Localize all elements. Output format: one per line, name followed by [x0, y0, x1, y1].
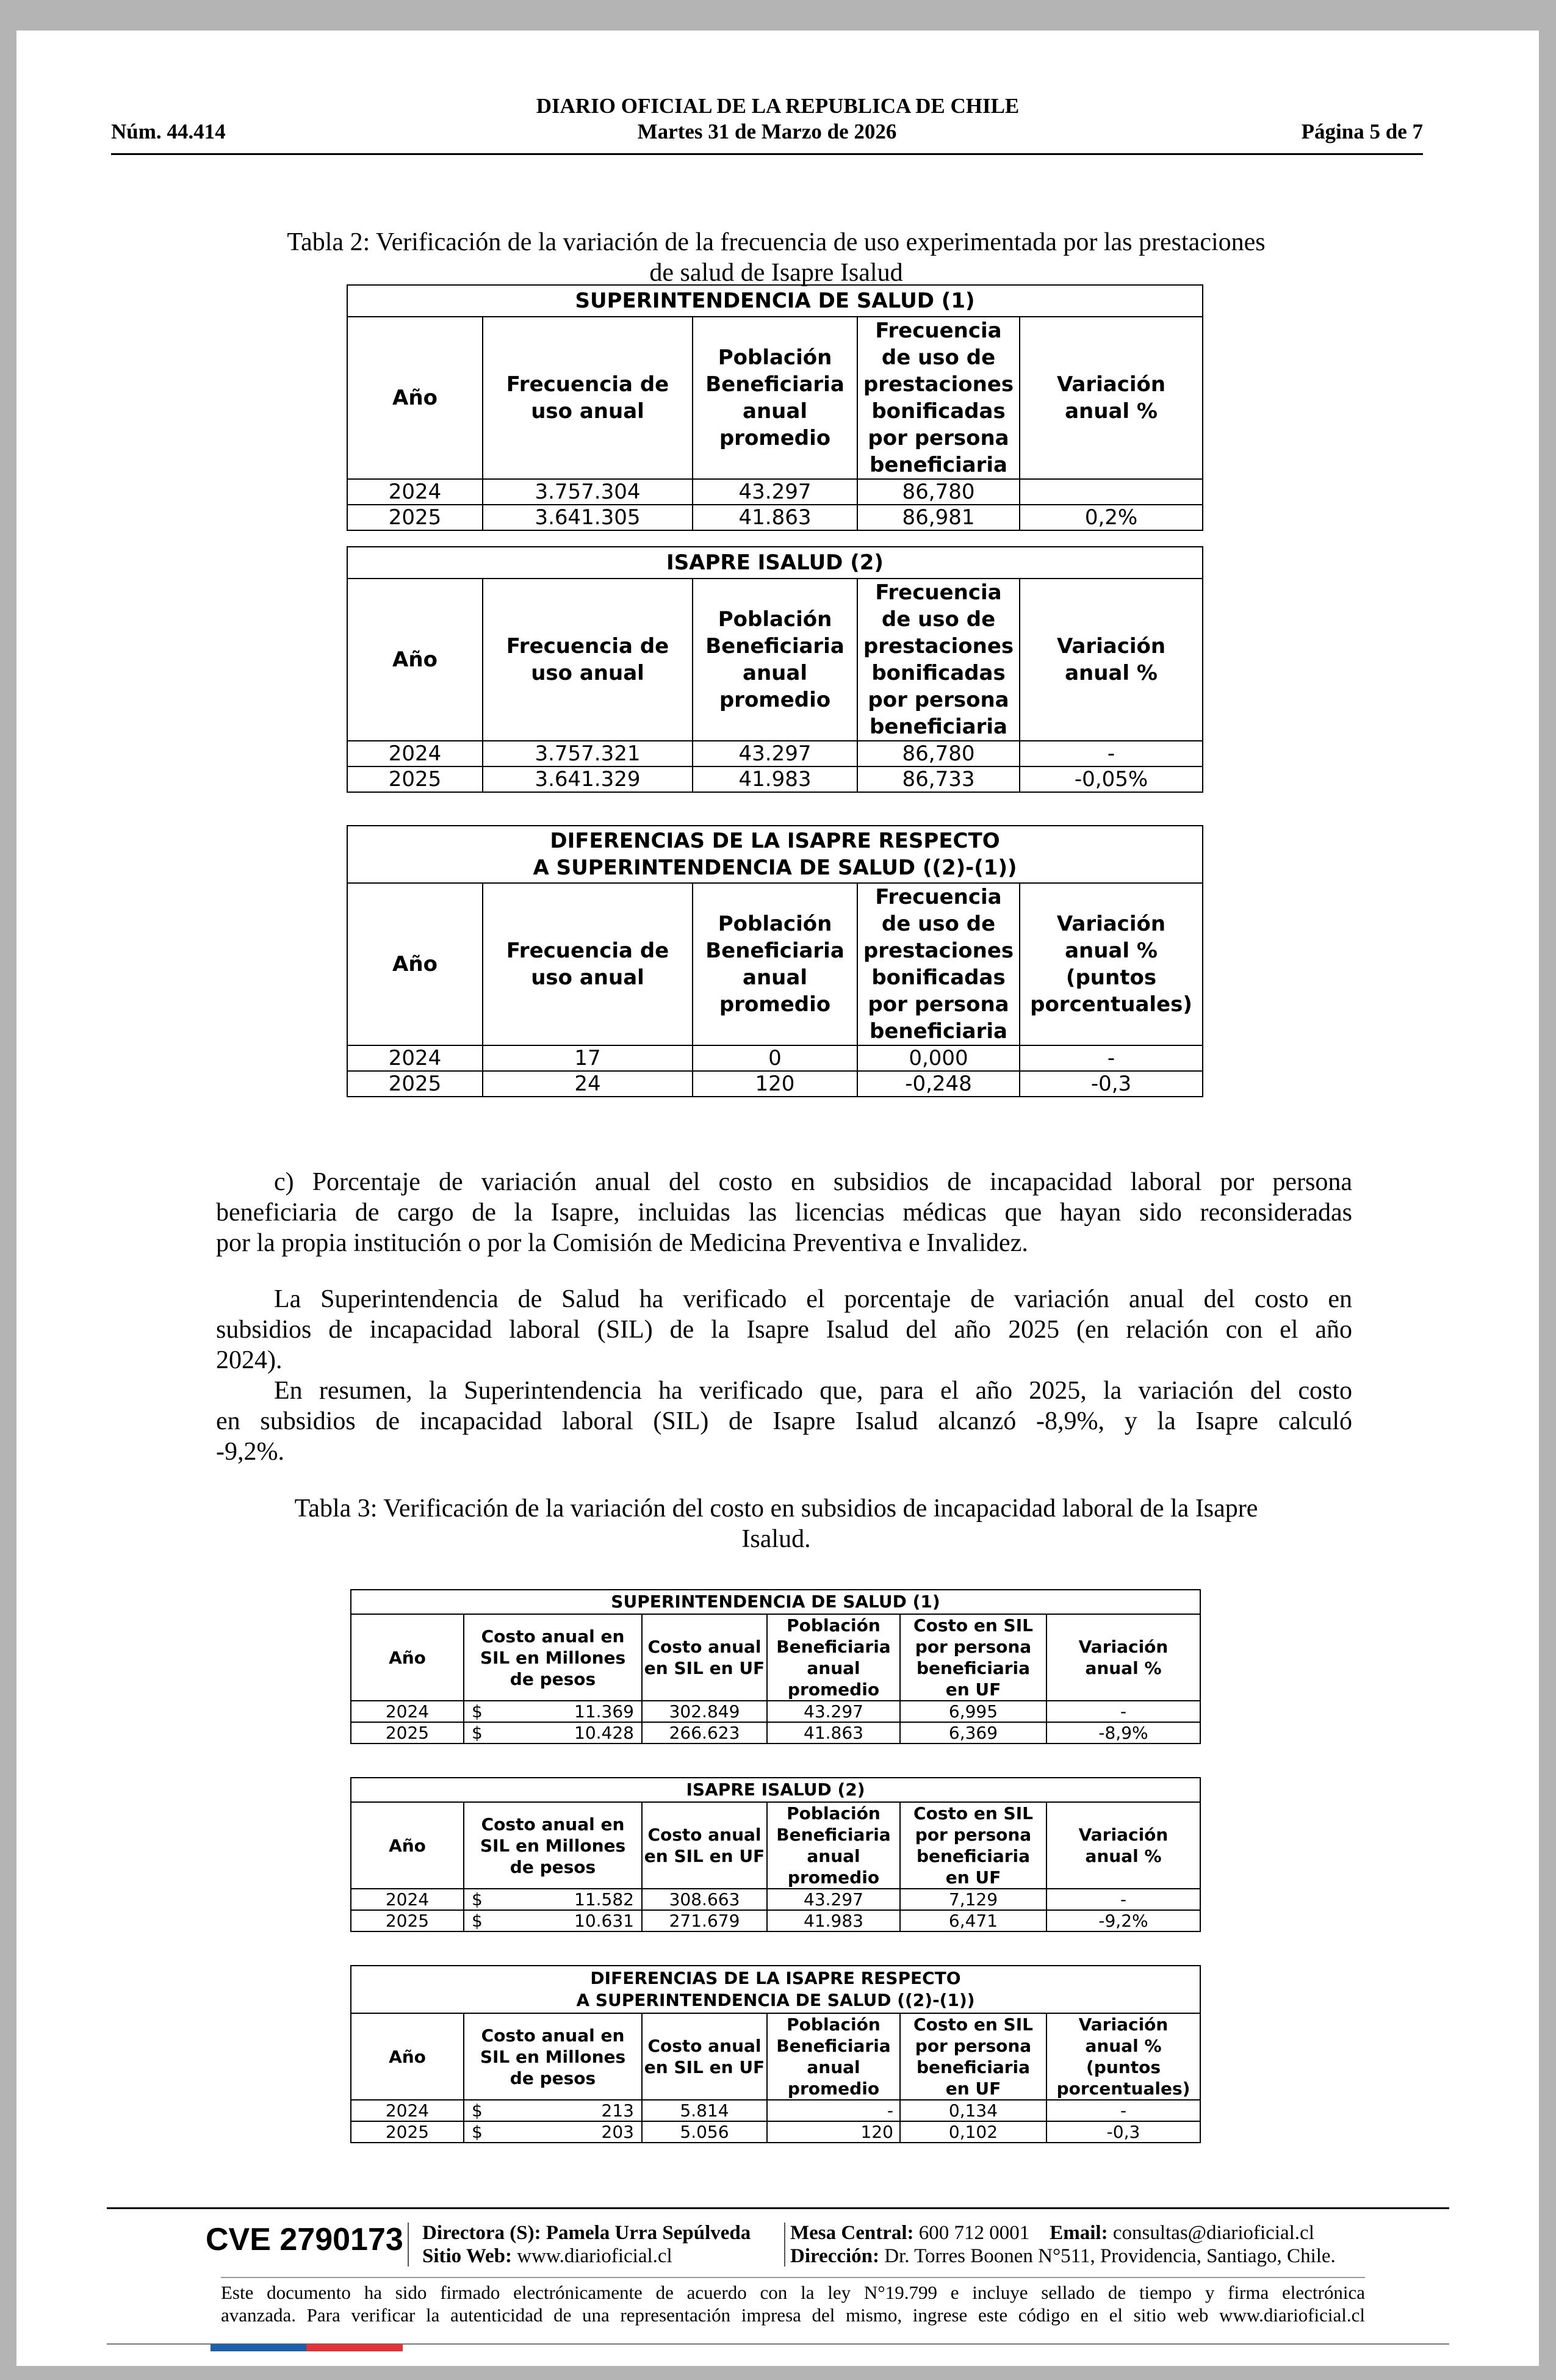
legal-line: avanzada. Para verificar la autenticidad de una representación impresa del mismo, ingrese este código en el sitio web www.diarioficial.cl [221, 2304, 1365, 2326]
para-line: en subsidios de incapacidad laboral (SIL) de Isapre Isalud alcanzó -8,9%, y la Isapre calculó [216, 1407, 1352, 1435]
table-header-row [347, 579, 1203, 741]
cell-variacion: -0,05% [1020, 766, 1203, 792]
legal-line: Este documento ha sido firmado electrónicamente de acuerdo con la ley N°19.799 e incluye sellado de tiempo y firma electrónica [221, 2282, 1365, 2303]
cell-variacion: 0,2% [1020, 505, 1203, 530]
table-row [347, 766, 1203, 792]
cell-costo-uf: 5.056 [642, 2121, 767, 2143]
cell-anio: 2025 [347, 505, 483, 530]
col-header-anio: Año [347, 317, 483, 479]
col-header-anio: Año [351, 2013, 464, 2100]
col-header-variacion-pp: Variación anual % (puntos porcentuales) [1020, 883, 1203, 1045]
table-row [347, 505, 1203, 530]
cell-anio: 2025 [347, 1071, 483, 1097]
header-rule [111, 153, 1423, 155]
paragraph-c [216, 1167, 1352, 1258]
paragraph-verificacion [216, 1284, 1352, 1467]
table-row [351, 1910, 1200, 1931]
cell-poblacion: 120 [767, 2121, 900, 2143]
cell-costo-persona: 7,129 [900, 1889, 1046, 1910]
col-header-frecuencia-persona: Frecuencia de uso de prestaciones bonificadas por persona beneficiaria [857, 579, 1020, 741]
table-header-row [351, 1614, 1200, 1701]
issue-date: Martes 31 de Marzo de 2026 [637, 120, 897, 143]
cell-frecuencia: 3.641.305 [483, 505, 693, 530]
table-row [347, 1045, 1203, 1071]
cell-variacion: -8,9% [1046, 1722, 1200, 1744]
cell-frecuencia: 3.757.321 [483, 741, 693, 766]
col-header-frecuencia: Frecuencia de uso anual [483, 883, 693, 1045]
cell-poblacion: 120 [693, 1071, 857, 1097]
cell-anio: 2024 [351, 1701, 464, 1722]
para-line: subsidios de incapacidad laboral (SIL) de la Isapre Isalud del año 2025 (en relación con el año [216, 1316, 1352, 1344]
para-line: En resumen, la Superintendencia ha verificado que, para el año 2025, la variación del costo [274, 1377, 1352, 1405]
cve-code: CVE 2790173 [206, 2222, 403, 2257]
col-header-costo-millones: Costo anual en SIL en Millones de pesos [464, 1614, 642, 1701]
email-label: Email: [1050, 2222, 1108, 2244]
para-line: por la propia institución o por la Comisión de Medicina Preventiva e Invalidez. [216, 1229, 1028, 1257]
tabla2-diferencias [347, 825, 1203, 1097]
cell-anio: 2024 [351, 2100, 464, 2121]
col-header-costo-uf: Costo anual en SIL en UF [642, 1802, 767, 1889]
directora-label: Directora (S): [422, 2222, 541, 2244]
col-header-poblacion: Población Beneficiaria anual promedio [693, 883, 857, 1045]
cell-poblacion: 0 [693, 1045, 857, 1071]
col-header-frecuencia-persona: Frecuencia de uso de prestaciones bonificadas por persona beneficiaria [857, 883, 1020, 1045]
cell-costo-millones: $ 11.369 [464, 1701, 642, 1722]
tabla3-isapre [350, 1777, 1201, 1932]
cell-costo-uf: 308.663 [642, 1889, 767, 1910]
cell-poblacion: 43.297 [767, 1889, 900, 1910]
header-row [111, 120, 1423, 144]
cell-costo-uf: 266.623 [642, 1722, 767, 1744]
para-line: c) Porcentaje de variación anual del costo en subsidios de incapacidad laboral por persona [274, 1168, 1352, 1196]
para-line: La Superintendencia de Salud ha verificado el porcentaje de variación anual del costo en [274, 1285, 1352, 1313]
cell-variacion: -9,2% [1046, 1910, 1200, 1931]
newspaper-title: DIARIO OFICIAL DE LA REPUBLICA DE CHILE [536, 94, 1020, 118]
cell-anio: 2024 [347, 479, 483, 505]
cell-costo-persona: 6,995 [900, 1701, 1046, 1722]
tabla2-caption-line1: Tabla 2: Verificación de la variación de la frecuencia de uso experimentada por las prestaciones [287, 228, 1266, 256]
cell-anio: 2025 [351, 1722, 464, 1744]
col-header-frecuencia: Frecuencia de uso anual [483, 317, 693, 479]
cell-frecuencia-persona: -0,248 [857, 1071, 1020, 1097]
issue-number: Núm. 44.414 [111, 120, 226, 143]
cell-anio: 2025 [351, 2121, 464, 2143]
col-header-frecuencia-persona: Frecuencia de uso de prestaciones bonificadas por persona beneficiaria [857, 317, 1020, 479]
direccion-value: Dr. Torres Boonen N°511, Providencia, Santiago, Chile. [884, 2245, 1336, 2267]
mesa-value: 600 712 0001 [918, 2222, 1030, 2244]
col-header-poblacion: Población Beneficiaria anual promedio [767, 1614, 900, 1701]
table-header-row [351, 1802, 1200, 1889]
col-header-variacion: Variación anual % [1020, 317, 1203, 479]
cell-costo-millones: $ 10.631 [464, 1910, 642, 1931]
cell-frecuencia: 24 [483, 1071, 693, 1097]
col-header-poblacion: Población Beneficiaria anual promedio [767, 1802, 900, 1889]
cell-costo-persona: 6,369 [900, 1722, 1046, 1744]
cell-costo-uf: 302.849 [642, 1701, 767, 1722]
col-header-costo-millones: Costo anual en SIL en Millones de pesos [464, 2013, 642, 2100]
cell-frecuencia-persona: 86,733 [857, 766, 1020, 792]
col-header-variacion-pp: Variación anual % (puntos porcentuales) [1046, 2013, 1200, 2100]
cell-poblacion: 41.863 [693, 505, 857, 530]
col-header-poblacion: Población Beneficiaria anual promedio [767, 2013, 900, 2100]
table-title: DIFERENCIAS DE LA ISAPRE RESPECTO A SUPERINTENDENCIA DE SALUD ((2)-(1)) [347, 826, 1203, 883]
footer-contact-right [790, 2221, 1336, 2268]
cell-variacion: - [1020, 1045, 1203, 1071]
table-header-row [351, 2013, 1200, 2100]
cell-anio: 2025 [351, 1910, 464, 1931]
cell-costo-uf: 271.679 [642, 1910, 767, 1931]
cell-costo-millones: $ 11.582 [464, 1889, 642, 1910]
col-header-variacion: Variación anual % [1046, 1614, 1200, 1701]
cell-frecuencia-persona: 0,000 [857, 1045, 1020, 1071]
cell-anio: 2024 [347, 741, 483, 766]
document-page [16, 31, 1539, 2366]
cell-costo-persona: 6,471 [900, 1910, 1046, 1931]
cell-variacion: - [1020, 741, 1203, 766]
col-header-anio: Año [351, 1802, 464, 1889]
cell-frecuencia-persona: 86,780 [857, 479, 1020, 505]
cell-poblacion: 41.983 [693, 766, 857, 792]
cell-frecuencia-persona: 86,780 [857, 741, 1020, 766]
mesa-label: Mesa Central: [790, 2222, 914, 2244]
cell-costo-persona: 0,134 [900, 2100, 1046, 2121]
cell-frecuencia-persona: 86,981 [857, 505, 1020, 530]
table-title: ISAPRE ISALUD (2) [351, 1778, 1200, 1802]
table-row [351, 1889, 1200, 1910]
footer-rule-top [107, 2207, 1449, 2209]
cell-poblacion: 43.297 [767, 1701, 900, 1722]
cell-poblacion: 41.863 [767, 1722, 900, 1744]
col-header-costo-persona: Costo en SIL por persona beneficiaria en UF [900, 1614, 1046, 1701]
table-row [351, 2100, 1200, 2121]
col-header-anio: Año [347, 579, 483, 741]
col-header-variacion: Variación anual % [1046, 1802, 1200, 1889]
cell-costo-millones: $ 203 [464, 2121, 642, 2143]
col-header-frecuencia: Frecuencia de uso anual [483, 579, 693, 741]
tabla3-superintendencia [350, 1589, 1201, 1744]
table-header-row [347, 317, 1203, 479]
tabla2-isapre [347, 546, 1203, 793]
col-header-costo-millones: Costo anual en SIL en Millones de pesos [464, 1802, 642, 1889]
col-header-anio: Año [347, 883, 483, 1045]
col-header-costo-persona: Costo en SIL por persona beneficiaria en UF [900, 2013, 1046, 2100]
col-header-poblacion: Población Beneficiaria anual promedio [693, 579, 857, 741]
tabla3-caption-line2: Isalud. [741, 1525, 811, 1553]
cell-poblacion: 43.297 [693, 741, 857, 766]
cell-anio: 2024 [351, 1889, 464, 1910]
flag-bar-red [306, 2344, 403, 2351]
tabla3-caption [212, 1493, 1341, 1554]
para-line: 2024). [216, 1346, 283, 1374]
footer-rule-middle [221, 2277, 1365, 2278]
col-header-anio: Año [351, 1614, 464, 1701]
page-number: Página 5 de 7 [1301, 120, 1423, 143]
sitio-label: Sitio Web: [422, 2245, 513, 2267]
cell-poblacion: - [767, 2100, 900, 2121]
cell-poblacion: 41.983 [767, 1910, 900, 1931]
tabla2-superintendencia [347, 284, 1203, 531]
directora-value: Pamela Urra Sepúlveda [546, 2222, 751, 2244]
footer-separator [408, 2223, 409, 2266]
table-header-row [347, 883, 1203, 1045]
footer-contact-left [422, 2221, 751, 2268]
cell-frecuencia: 3.641.329 [483, 766, 693, 792]
table-title: SUPERINTENDENCIA DE SALUD (1) [351, 1590, 1200, 1614]
cell-variacion [1020, 479, 1203, 505]
tabla3-diferencias [350, 1965, 1201, 2143]
cell-anio: 2024 [347, 1045, 483, 1071]
table-row [347, 1071, 1203, 1097]
footer-separator [784, 2223, 785, 2266]
cell-poblacion: 43.297 [693, 479, 857, 505]
col-header-variacion: Variación anual % [1020, 579, 1203, 741]
cell-costo-millones: $ 10.428 [464, 1722, 642, 1744]
table-row [351, 1701, 1200, 1722]
tabla2-caption-line2: de salud de Isapre Isalud [649, 259, 903, 287]
table-row [347, 741, 1203, 766]
cell-variacion: -0,3 [1020, 1071, 1203, 1097]
cell-costo-persona: 0,102 [900, 2121, 1046, 2143]
table-row [347, 479, 1203, 505]
cell-costo-uf: 5.814 [642, 2100, 767, 2121]
para-line: beneficiaria de cargo de la Isapre, incluidas las licencias médicas que hayan sido reconsideradas [216, 1199, 1352, 1227]
cell-variacion: - [1046, 2100, 1200, 2121]
tabla2-caption [212, 227, 1341, 288]
cell-frecuencia: 17 [483, 1045, 693, 1071]
flag-bar-blue [211, 2344, 306, 2351]
legal-notice [221, 2281, 1365, 2326]
table-title: ISAPRE ISALUD (2) [347, 547, 1203, 579]
cell-costo-millones: $ 213 [464, 2100, 642, 2121]
para-line: -9,2%. [216, 1438, 284, 1466]
table-title: SUPERINTENDENCIA DE SALUD (1) [347, 285, 1203, 317]
cell-variacion: -0,3 [1046, 2121, 1200, 2143]
cell-frecuencia: 3.757.304 [483, 479, 693, 505]
sitio-link[interactable]: www.diarioficial.cl [517, 2245, 672, 2267]
tabla3-caption-line1: Tabla 3: Verificación de la variación del costo en subsidios de incapacidad laboral de la Isapre [294, 1495, 1258, 1523]
table-title: DIFERENCIAS DE LA ISAPRE RESPECTO A SUPERINTENDENCIA DE SALUD ((2)-(1)) [351, 1966, 1200, 2013]
cell-anio: 2025 [347, 766, 483, 792]
col-header-costo-uf: Costo anual en SIL en UF [642, 2013, 767, 2100]
cell-variacion: - [1046, 1701, 1200, 1722]
table-row [351, 1722, 1200, 1744]
email-link[interactable]: consultas@diarioficial.cl [1112, 2222, 1314, 2244]
table-row [351, 2121, 1200, 2143]
direccion-label: Dirección: [790, 2245, 880, 2267]
cell-variacion: - [1046, 1889, 1200, 1910]
col-header-costo-uf: Costo anual en SIL en UF [642, 1614, 767, 1701]
col-header-costo-persona: Costo en SIL por persona beneficiaria en UF [900, 1802, 1046, 1889]
col-header-poblacion: Población Beneficiaria anual promedio [693, 317, 857, 479]
